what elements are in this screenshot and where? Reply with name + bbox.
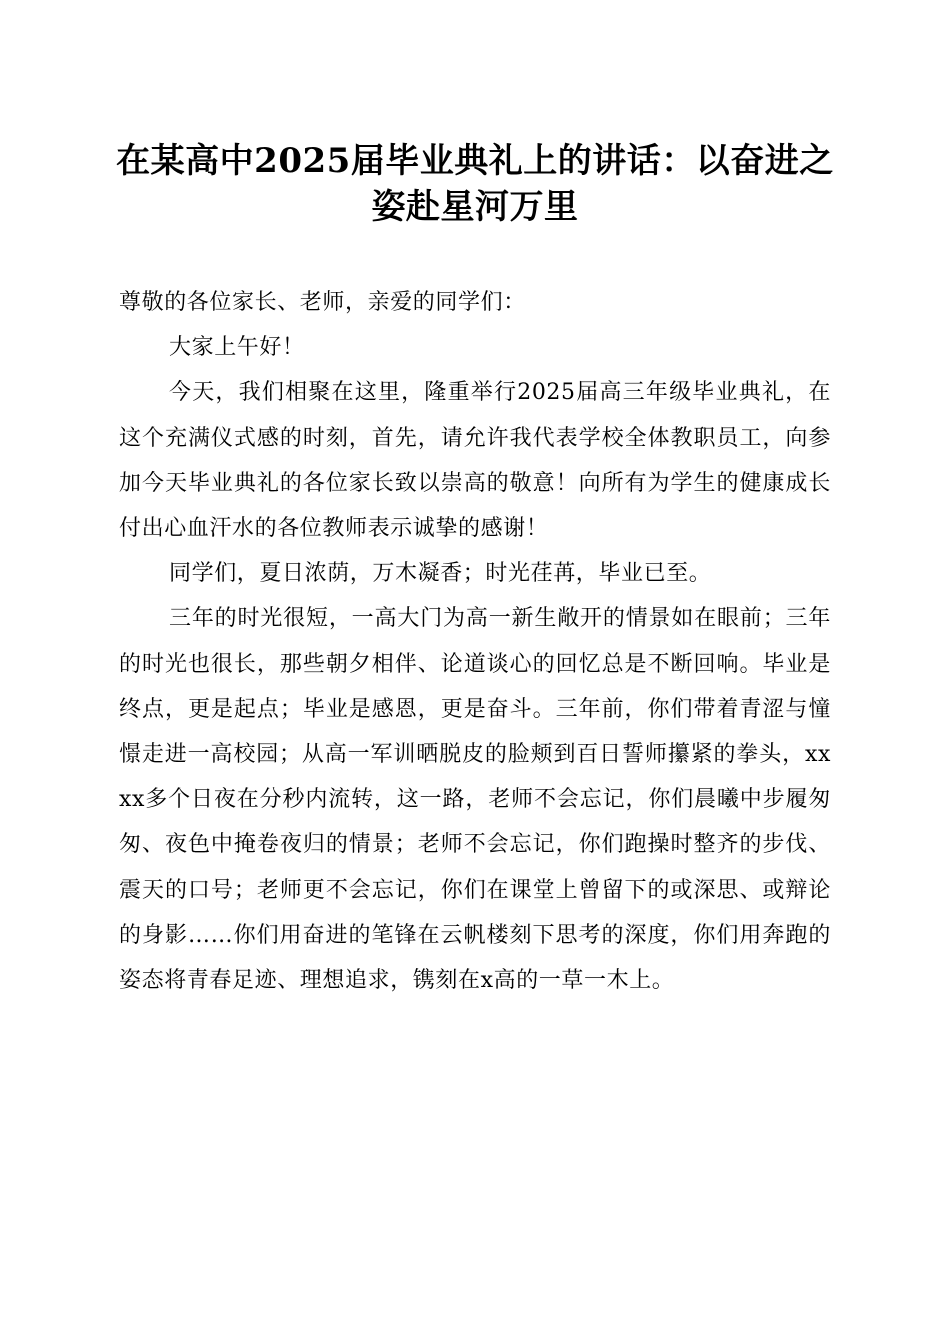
document-title: 在某高中2025届毕业典礼上的讲话：以奋进之姿赴星河万里 <box>116 141 834 227</box>
paragraph-season: 同学们，夏日浓荫，万木凝香；时光荏苒，毕业已至。 <box>169 561 712 587</box>
salutation: 尊敬的各位家长、老师，亲爱的同学们： <box>119 290 526 315</box>
paragraph-opening: 今天，我们相聚在这里，隆重举行2025届高三年级毕业典礼，在这个充满仪式感的时刻，首先，请允许我代表学校全体教职员工，向参加今天毕业典礼的各位家长致以崇高的敬意！向所有为学生的健康成长付出心血汗水的各位教师表示诚挚的感谢！ <box>119 380 831 542</box>
paragraph-memories: 三年的时光很短，一高大门为高一新生敞开的情景如在眼前；三年的时光也很长，那些朝夕相伴、论道谈心的回忆总是不断回响。毕业是终点，更是起点；毕业是感恩，更是奋斗。三年前，你们带着青涩与憧憬走进一高校园；从高一军训晒脱皮的脸颊到百日誓师攥紧的拳头，xxxx多个日夜在分秒内流转，这一路，老师不会忘记，你们晨曦中步履匆匆、夜色中掩卷夜归的情景；老师不会忘记，你们跑操时整齐的步伐、震天的口号；老师更不会忘记，你们在课堂上曾留下的或深思、或辩论的身影……你们用奋进的笔锋在云帆楼刻下思考的深度，你们用奔跑的姿态将青春足迹、理想追求，镌刻在x高的一草一木上。 <box>119 606 831 994</box>
document-body <box>119 280 831 1003</box>
paragraph-greeting: 大家上午好！ <box>169 335 305 361</box>
